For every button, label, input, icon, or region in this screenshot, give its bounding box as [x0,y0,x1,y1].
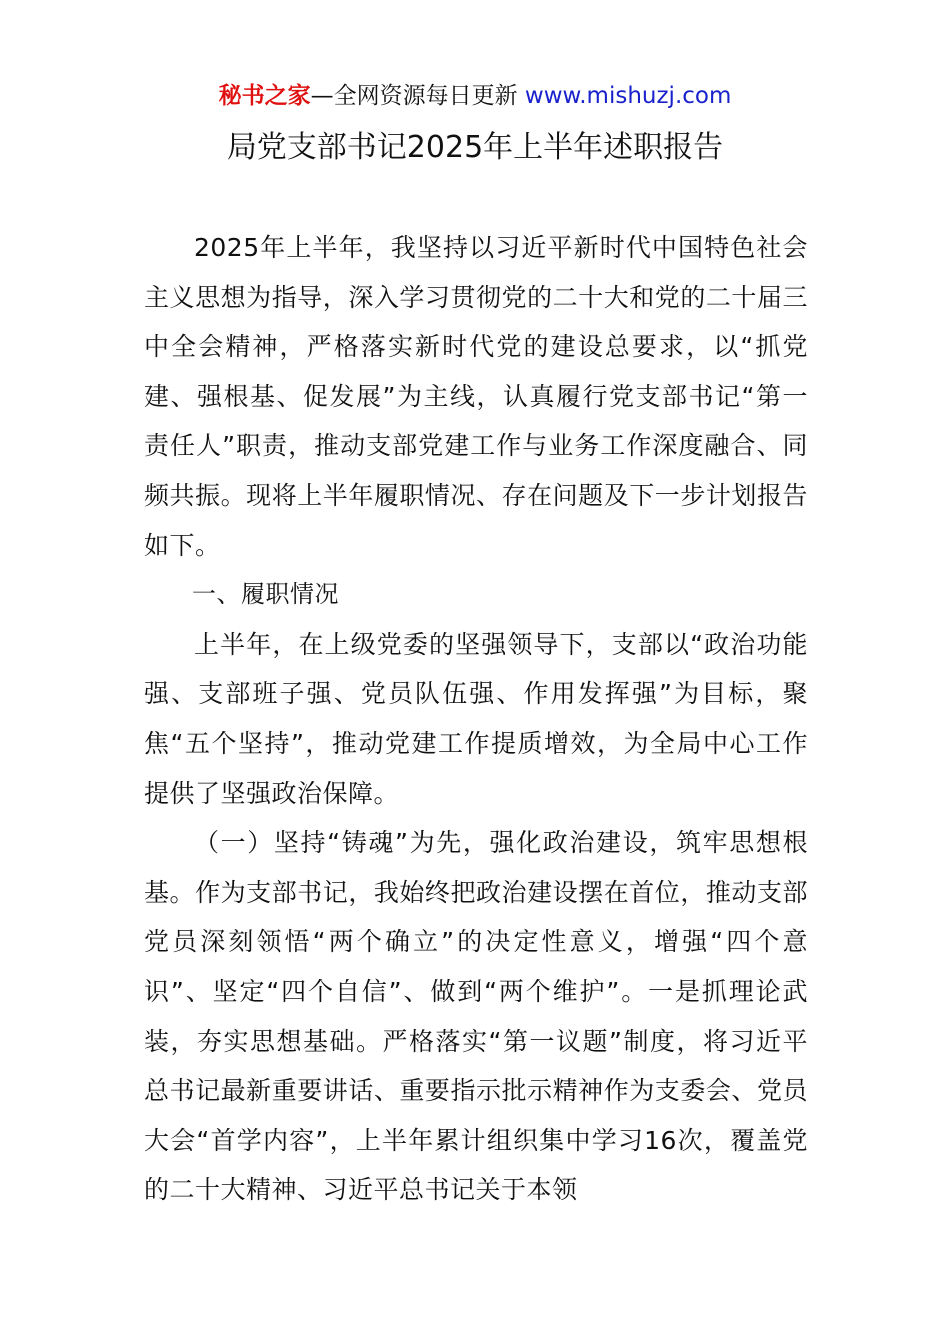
header-tagline: —全网资源每日更新 [310,83,525,109]
body-paragraph: （一）坚持“铸魂”为先，强化政治建设，筑牢思想根基。作为支部书记，我始终把政治建设摆在首位，推动支部党员深刻领悟“两个确立”的决定性意义，增强“四个意识”、坚定“四个自信”、做到“两个维护”。一是抓理论武装，夯实思想基础。严格落实“第一议题”制度，将习近平总书记最新重要讲话、重要指示批示精神作为支委会、党员大会“首学内容”，上半年累计组织集中学习16次，覆盖党的二十大精神、习近平总书记关于本领 [144,828,808,1205]
section-heading: 一、履职情况 [192,580,339,609]
brand-name: 秘书之家 [218,83,311,109]
intro-paragraph: 2025年上半年，我坚持以习近平新时代中国特色社会主义思想为指导，深入学习贯彻党的二十大和党的二十届三中全会精神，严格落实新时代党的建设总要求，以“抓党建、强根基、促发展”为主线，认真履行党支部书记“第一责任人”职责，推动支部党建工作与业务工作深度融合、同频共振。现将上半年履职情况、存在问题及下一步计划报告如下。 [144,233,808,560]
document-title: 局党支部书记2025年上半年述职报告 [226,130,724,165]
site-header [0,80,950,112]
site-url-link[interactable]: www.mishuzj.com [524,83,732,109]
body-paragraph: 上半年，在上级党委的坚强领导下，支部以“政治功能强、支部班子强、党员队伍强、作用发挥强”为目标，聚焦“五个坚持”，推动党建工作提质增效，为全局中心工作提供了坚强政治保障。 [144,629,808,808]
document-body [144,223,808,1215]
